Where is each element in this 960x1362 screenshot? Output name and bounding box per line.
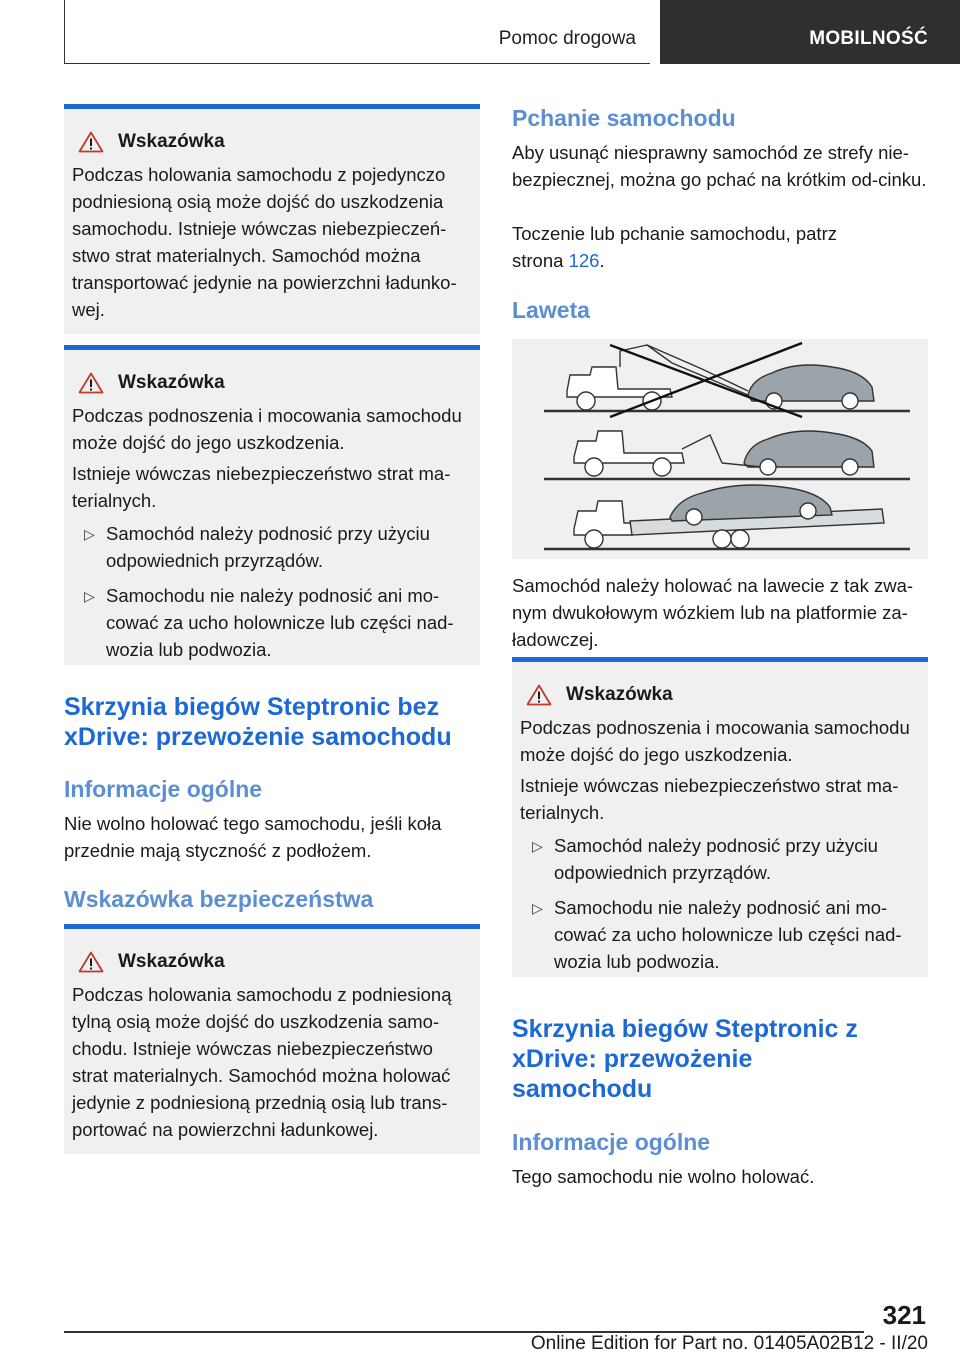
subheading: Laweta: [512, 297, 590, 323]
subheading: Pchanie samochodu: [512, 105, 736, 131]
cross-reference: Toczenie lub pchanie samochodu, patrz strona 126.: [512, 223, 837, 271]
list-item: ▷ Samochód należy podnosić przy użyciu odpowiednich przyrządów.: [84, 523, 430, 571]
subheading: Informacje ogólne: [512, 1129, 711, 1155]
bullet-triangle-icon: ▷: [532, 900, 543, 916]
note-text: Podczas holowania samochodu z pojedynczo podniesioną osią może dojść do uszkodzenia samochodu. Istnieje wówczas niebezpieczeń-stwo strat materialnych. Samochód można transportować jedynie na powierzchni ładunko-wej.: [72, 164, 457, 320]
tow-truck-illustration: [512, 339, 928, 559]
bullet-triangle-icon: ▷: [532, 838, 543, 854]
note-paragraph: Podczas podnoszenia i mocowania samochodu może dojść do jego uszkodzenia.: [520, 717, 910, 765]
footer-edition: Online Edition for Part no. 01405A02B12 - II/20: [530, 1333, 928, 1354]
subheading: Informacje ogólne: [64, 776, 263, 802]
body-text: Aby usunąć niesprawny samochód ze strefy nie-bezpiecznej, można go pchać na krótkim od-cinku.: [512, 142, 927, 190]
warning-triangle-icon: [78, 951, 104, 973]
header-chapter-title: MOBILNOŚĆ: [809, 28, 928, 49]
warning-note-1: [64, 104, 480, 334]
section-heading: Skrzynia biegów Steptronic z xDrive: przewożenie samochodu: [512, 1015, 858, 1103]
section-heading: Skrzynia biegów Steptronic bez xDrive: przewożenie samochodu: [64, 693, 452, 751]
note-title: Wskazówka: [118, 372, 225, 393]
page-number: 321: [882, 1300, 926, 1330]
header-chapter-box: [660, 0, 960, 64]
body-text: Samochód należy holować na lawecie z tak zwa-nym dwukołowym wózkiem lub na platformie za-ładowczej.: [512, 575, 914, 650]
warning-note-4: [512, 657, 928, 977]
warning-triangle-icon: [526, 684, 552, 706]
header-section-box: [64, 0, 650, 64]
warning-note-2: [64, 345, 480, 665]
body-text: Nie wolno holować tego samochodu, jeśli koła przednie mają styczność z podłożem.: [64, 813, 442, 861]
bullet-triangle-icon: ▷: [84, 588, 95, 604]
page-link[interactable]: 126: [568, 250, 600, 271]
note-title: Wskazówka: [118, 951, 225, 972]
list-item: ▷ Samochodu nie należy podnosić ani mo-cować za ucho holownicze lub części nad-wozia lub podwozia.: [84, 585, 454, 660]
warning-triangle-icon: [78, 372, 104, 394]
warning-triangle-icon: [78, 131, 104, 153]
note-paragraph: Podczas podnoszenia i mocowania samochodu może dojść do jego uszkodzenia.: [72, 405, 462, 453]
note-bullet-list: [72, 520, 472, 663]
header-section-title: Pomoc drogowa: [498, 28, 636, 49]
bullet-triangle-icon: ▷: [84, 526, 95, 542]
list-item: ▷ Samochód należy podnosić przy użyciu odpowiednich przyrządów.: [532, 835, 878, 883]
note-paragraph: Istnieje wówczas niebezpieczeństwo strat ma-terialnych.: [72, 463, 451, 511]
note-title: Wskazówka: [566, 684, 673, 705]
subheading: Wskazówka bezpieczeństwa: [64, 886, 374, 912]
list-item: ▷ Samochodu nie należy podnosić ani mo-cować za ucho holownicze lub części nad-wozia lub podwozia.: [532, 897, 902, 972]
note-title: Wskazówka: [118, 131, 225, 152]
warning-note-3: [64, 924, 480, 1154]
note-text: Podczas holowania samochodu z podniesioną tylną osią może dojść do uszkodzenia samo-chodu. Istnieje wówczas niebezpieczeństwo strat materialnych. Samochód można holować jedynie z podniesioną przednią osią lub trans-portować na powierzchni ładunkowej.: [72, 984, 452, 1140]
note-paragraph: Istnieje wówczas niebezpieczeństwo strat ma-terialnych.: [520, 775, 899, 823]
note-bullet-list: [520, 832, 920, 975]
body-text: Tego samochodu nie wolno holować.: [512, 1166, 815, 1187]
